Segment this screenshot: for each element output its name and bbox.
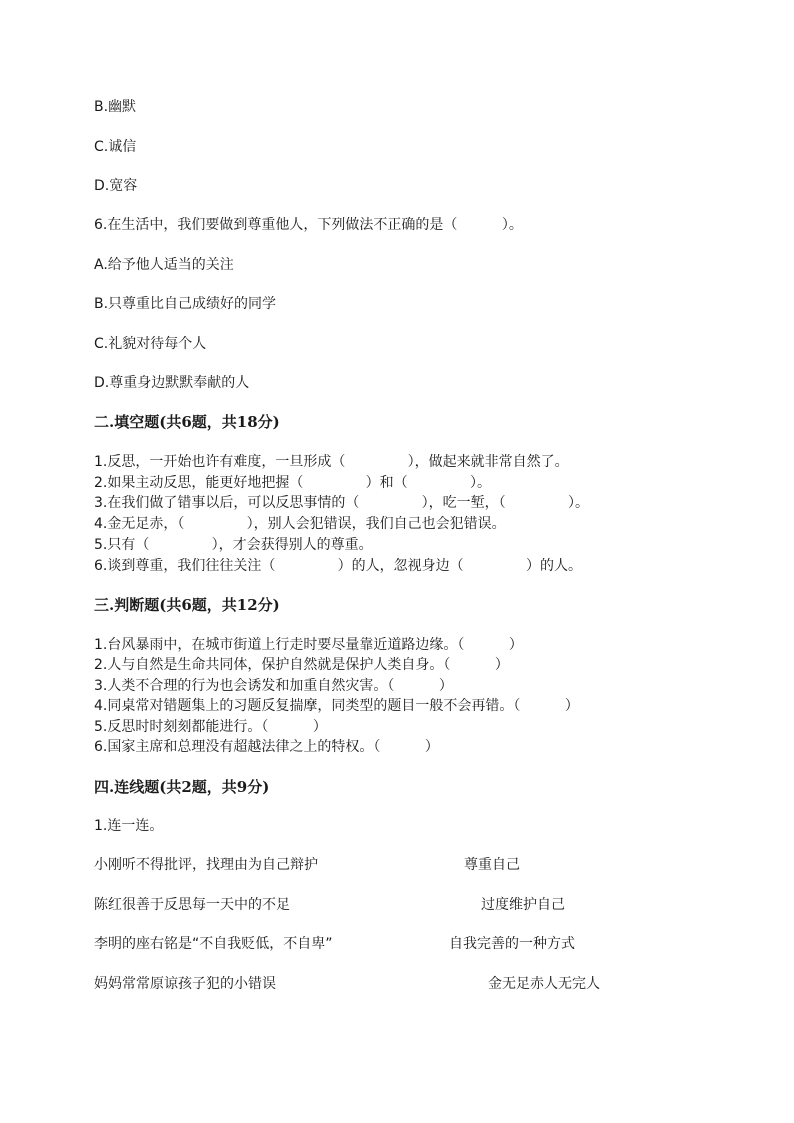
match-left-2: 陈红很善于反思每一天中的不足 <box>94 897 290 913</box>
section4-q1: 1.连一连。 <box>94 818 164 834</box>
q5-option-c: C.诚信 <box>94 139 137 155</box>
match-left-1: 小刚听不得批评，找理由为自己辩护 <box>94 857 318 873</box>
section2-item-5: 5.只有（ ），才会获得别人的尊重。 <box>94 537 373 553</box>
section3-item-2: 2.人与自然是生命共同体，保护自然就是保护人类自身。（ ） <box>94 657 509 673</box>
section3-item-1: 1.台风暴雨中，在城市街道上行走时要尽量靠近道路边缘。（ ） <box>94 637 523 653</box>
section3-item-4: 4.同桌常对错题集上的习题反复揣摩，同类型的题目一般不会再错。（ ） <box>94 698 579 714</box>
q5-option-d: D.宽容 <box>94 178 138 194</box>
section3-item-6: 6.国家主席和总理没有超越法律之上的特权。（ ） <box>94 739 439 755</box>
match-right-2: 过度维护自己 <box>481 897 565 913</box>
q5-option-b: B.幽默 <box>94 99 137 115</box>
section3-heading: 三.判断题(共6题，共12分) <box>94 596 280 614</box>
section2-item-4: 4.金无足赤，（ ），别人会犯错误，我们自己也会犯错误。 <box>94 516 506 532</box>
section2-item-1: 1.反思，一开始也许有难度，一旦形成（ ），做起来就非常自然了。 <box>94 454 569 470</box>
section2-item-2: 2.如果主动反思，能更好地把握（ ）和（ ）。 <box>94 475 491 491</box>
q6-option-c: C.礼貌对待每个人 <box>94 336 207 352</box>
section2-item-3: 3.在我们做了错事以后，可以反思事情的（ ），吃一堑，（ ）。 <box>94 495 589 511</box>
q6-option-b: B.只尊重比自己成绩好的同学 <box>94 296 277 312</box>
section2-item-6: 6.谈到尊重，我们往往关注（ ）的人，忽视身边（ ）的人。 <box>94 558 582 574</box>
q6-stem: 6.在生活中，我们要做到尊重他人，下列做法不正确的是（ ）。 <box>94 217 523 233</box>
section3-item-5: 5.反思时时刻刻都能进行。（ ） <box>94 719 327 735</box>
section2-heading: 二.填空题(共6题，共18分) <box>94 413 280 431</box>
q6-option-d: D.尊重身边默默奉献的人 <box>94 375 250 391</box>
match-right-1: 尊重自己 <box>464 857 520 873</box>
section3-item-3: 3.人类不合理的行为也会诱发和加重自然灾害。（ ） <box>94 678 453 694</box>
match-right-4: 金无足赤人无完人 <box>488 976 600 992</box>
match-left-4: 妈妈常常原谅孩子犯的小错误 <box>94 976 276 992</box>
q6-option-a: A.给予他人适当的关注 <box>94 257 234 273</box>
match-right-3: 自我完善的一种方式 <box>449 936 575 952</box>
match-left-3: 李明的座右铭是“不自我贬低，不自卑” <box>94 936 333 952</box>
section4-heading: 四.连线题(共2题，共9分) <box>94 778 270 796</box>
